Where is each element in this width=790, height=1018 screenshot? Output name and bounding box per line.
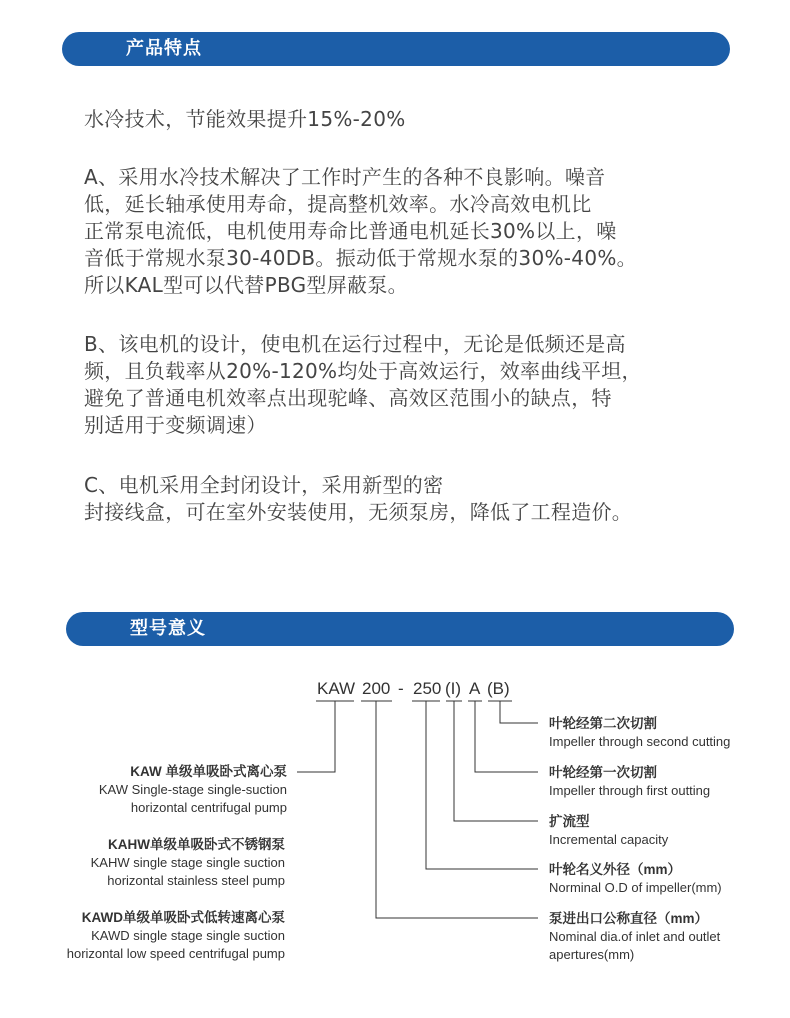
paragraph-line: C、电机采用全封闭设计，采用新型的密: [84, 473, 444, 497]
label-en: Nominal dia.of inlet and outlet: [549, 929, 721, 944]
section-title: 型号意义: [130, 618, 206, 639]
paragraph-line: 正常泵电流低，电机使用寿命比普通电机延长30%以上，噪: [84, 219, 617, 243]
headline-text: 水冷技术，节能效果提升15%-20%: [84, 107, 406, 131]
label-en: Norminal O.D of impeller(mm): [549, 880, 722, 895]
meaning-inlet-dia: [549, 910, 720, 964]
code-impeller-od: 250: [413, 679, 442, 698]
label-en: Incremental capacity: [549, 832, 669, 847]
label-en: horizontal centrifugal pump: [130, 800, 287, 815]
label-cn: KAW 单级单吸卧式离心泵: [130, 764, 287, 779]
label-cn: KAHW单级单吸卧式不锈钢泵: [108, 837, 285, 852]
connector-first-cut: [475, 701, 538, 772]
code-dash: -: [398, 679, 404, 698]
meaning-capacity: [549, 813, 668, 849]
series-label-kaw: [99, 763, 287, 817]
label-en: KAHW single stage single suction: [90, 855, 285, 870]
connector-inlet: [376, 701, 538, 918]
label-en: horizontal low speed centrifugal pump: [66, 946, 285, 961]
paragraph-line: A、采用水冷技术解决了工作时产生的各种不良影响。噪音: [84, 165, 606, 189]
meaning-impeller-od: [549, 861, 722, 897]
code-series: KAW: [317, 679, 356, 698]
connector-impeller-od: [426, 701, 538, 869]
connector-second-cut: [500, 701, 538, 723]
label-en: apertures(mm): [549, 947, 635, 962]
section-title: 产品特点: [126, 38, 202, 59]
label-en: Impeller through first outting: [549, 783, 711, 798]
code-capacity: (I): [445, 679, 462, 698]
paragraph-line: 音低于常规水泵30-40DB。振动低于常规水泵的30%-40%。: [84, 246, 637, 270]
label-en: horizontal stainless steel pump: [107, 873, 285, 888]
label-cn: KAWD单级单吸卧式低转速离心泵: [81, 910, 285, 925]
label-cn: 泵进出口公称直径（mm）: [549, 911, 709, 926]
connector-series: [297, 701, 335, 772]
code-second-cut: (B): [487, 679, 510, 698]
paragraph-line: 封接线盒，可在室外安装使用，无须泵房，降低了工程造价。: [84, 500, 633, 524]
meaning-second-cut: [549, 715, 730, 751]
connector-capacity: [454, 701, 538, 821]
series-label-kawd: [67, 909, 285, 963]
paragraph-line: 频，且负载率从20%-120%均处于高效运行，效率曲线平坦，: [84, 359, 642, 383]
label-en: Impeller through second cutting: [549, 734, 731, 749]
label-cn: 叶轮经第一次切割: [549, 765, 657, 780]
label-cn: 叶轮名义外径（mm）: [549, 862, 682, 877]
code-inlet: 200: [362, 679, 391, 698]
label-en: KAWD single stage single suction: [91, 928, 285, 943]
meaning-first-cut: [549, 764, 710, 800]
code-first-cut: A: [469, 679, 481, 698]
label-cn: 叶轮经第二次切割: [549, 716, 657, 731]
series-label-kahw: [91, 836, 285, 890]
label-cn: 扩流型: [549, 814, 590, 829]
label-en: KAW Single-stage single-suction: [98, 782, 287, 797]
paragraph-line: 避免了普通电机效率点出现驼峰、高效区范围小的缺点，特: [84, 386, 612, 410]
paragraph-line: B、该电机的设计，使电机在运行过程中，无论是低频还是高: [84, 332, 626, 356]
paragraph-line: 所以KAL型可以代替PBG型屏蔽泵。: [84, 273, 408, 297]
paragraph-line: 别适用于变频调速）: [84, 413, 267, 437]
paragraph-line: 低，延长轴承使用寿命，提高整机效率。水冷高效电机比: [84, 192, 592, 216]
